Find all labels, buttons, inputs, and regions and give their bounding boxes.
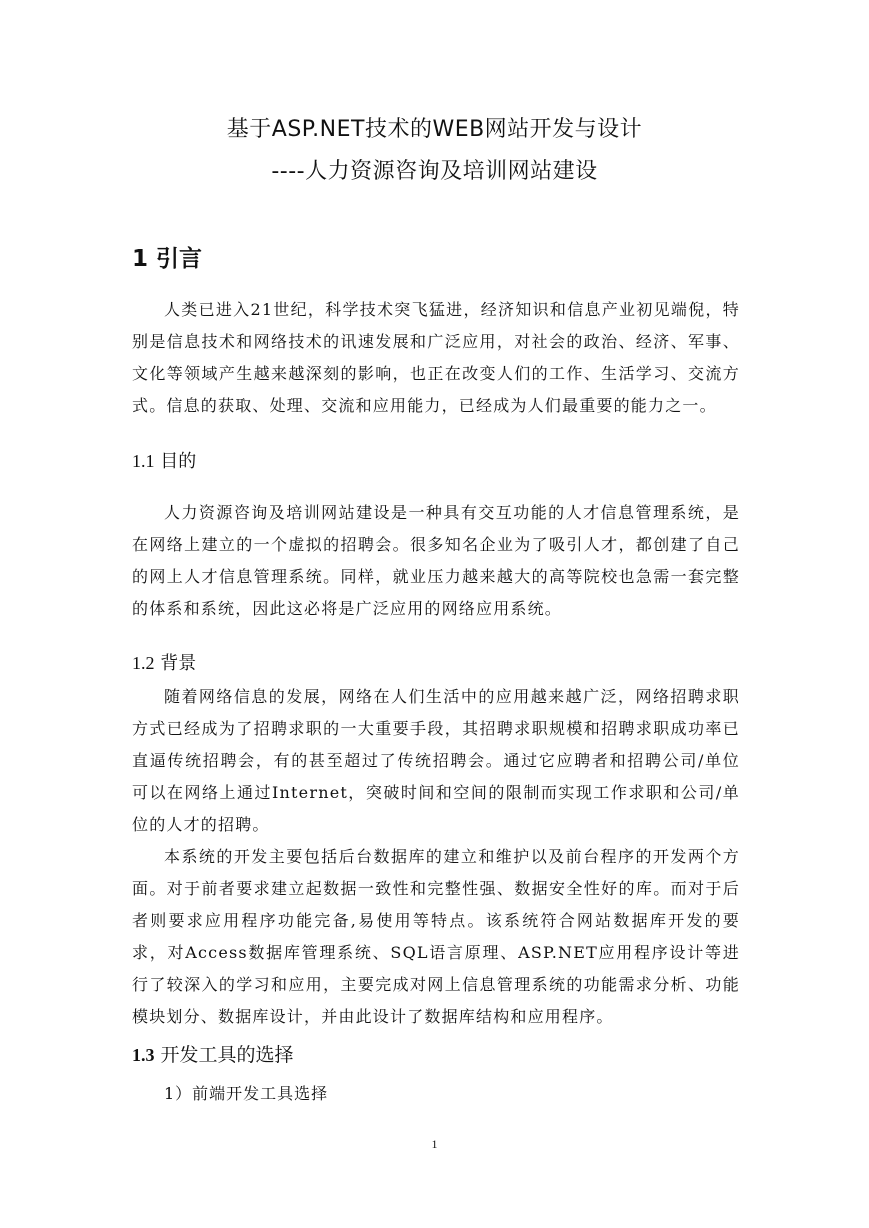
document-subtitle: ----人力资源咨询及培训网站建设 xyxy=(271,159,598,184)
section-1-2-paragraph-2: 本系统的开发主要包括后台数据库的建立和维护以及前台程序的开发两个方面。对于前者要求建立起数据一致性和完整性强、数据安全性好的库。而对于后者则要求应用程序功能完备,易使用等特点。该系统符合网站数据库开发的要求，对Access数据库管理系统、SQL语言原理、ASP.NET应用程序设计等进行了较深入的学习和应用，主要完成对网上信息管理系统的功能需求分析、功能模块划分、数据库设计，并由此设计了数据库结构和应用程序。 xyxy=(132,847,740,1026)
section-1-2-title: 背景 xyxy=(160,653,197,674)
section-1-3-heading xyxy=(132,1042,294,1068)
section-1-heading: 1 引言 xyxy=(132,246,203,272)
section-1-3-title: 开发工具的选择 xyxy=(160,1044,294,1066)
section-1-1-heading xyxy=(132,448,196,475)
section-1-3-list-item: 1）前端开发工具选择 xyxy=(164,1084,329,1103)
section-1-2-paragraph-1: 随着网络信息的发展，网络在人们生活中的应用越来越广泛，网络招聘求职方式已经成为了招聘求职的一大重要手段，其招聘求职规模和招聘求职成功率已直逼传统招聘会，有的甚至超过了传统招聘会。通过它应聘者和招聘公司/单位可以在网络上通过Internet，突破时间和空间的限制而实现工作求职和公司/单位的人才的招聘。 xyxy=(132,687,740,834)
section-1-1-title: 目的 xyxy=(160,451,197,472)
section-1-1-number: 1.1 xyxy=(132,451,155,471)
section-1-2-number: 1.2 xyxy=(132,653,155,673)
page-number: 1 xyxy=(431,1137,438,1151)
document-title: 基于ASP.NET技术的WEB网站开发与设计 xyxy=(226,117,643,142)
section-1-paragraph: 人类已进入21世纪，科学技术突飞猛进，经济知识和信息产业初见端倪，特别是信息技术和网络技术的讯速发展和广泛应用，对社会的政治、经济、军事、文化等领域产生越来越深刻的影响，也正在改变人们的工作、生活学习、交流方式。信息的获取、处理、交流和应用能力，已经成为人们最重要的能力之一。 xyxy=(132,300,740,415)
section-1-1-paragraph: 人力资源咨询及培训网站建设是一种具有交互功能的人才信息管理系统，是在网络上建立的一个虚拟的招聘会。很多知名企业为了吸引人才，都创建了自己的网上人才信息管理系统。同样，就业压力越来越大的高等院校也急需一套完整的体系和系统，因此这必将是广泛应用的网络应用系统。 xyxy=(132,503,740,618)
section-1-3-number: 1.3 xyxy=(132,1045,155,1065)
section-1-2-heading xyxy=(132,650,196,677)
